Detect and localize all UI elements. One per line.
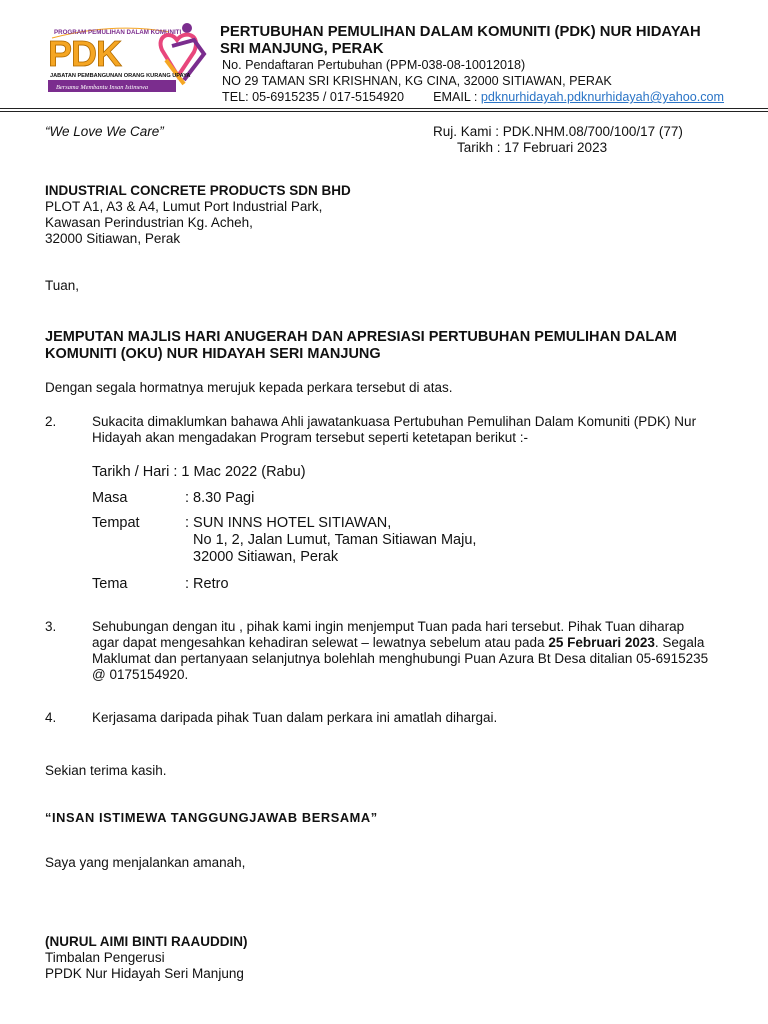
logo-letters: PDK xyxy=(48,33,122,74)
subject-line: KOMUNITI (OKU) NUR HIDAYAH SERI MANJUNG xyxy=(45,346,381,362)
letter-date: Tarikh : 17 Februari 2023 xyxy=(457,140,608,155)
paragraph-text: . Segala xyxy=(654,635,705,650)
paragraph-2 xyxy=(92,414,737,446)
tema-label: Tema xyxy=(92,576,128,592)
org-contact xyxy=(222,89,724,105)
logo-dept: JABATAN PEMBANGUNAN ORANG KURANG UPAYA xyxy=(50,73,191,79)
intro-paragraph: Dengan segala hormatnya merujuk kepada perkara tersebut di atas. xyxy=(45,380,453,395)
logo-tagline: Bersama Membantu Insan Istimewa xyxy=(56,84,149,91)
signer-position: Timbalan Pengerusi xyxy=(45,950,165,965)
sign-off: Saya yang menjalankan amanah, xyxy=(45,855,246,870)
paragraph-text: agar dapat mengesahkan kehadiran selewat – lewatnya sebelum atau pada xyxy=(92,635,549,650)
org-name-line2: SRI MANJUNG, PERAK xyxy=(220,41,384,57)
recipient-address-line: 32000 Sitiawan, Perak xyxy=(45,231,181,246)
signer-organisation: PPDK Nur Hidayah Seri Manjung xyxy=(45,966,244,981)
paragraph-3 xyxy=(92,619,737,683)
paragraph-line: Maklumat dan pertanyaan selanjutnya bolehlah menghubungi Puan Azura Bt Desa ditalian 05-6915235 xyxy=(92,651,709,666)
reference-number: Ruj. Kami : PDK.NHM.08/700/100/17 (77) xyxy=(433,124,683,139)
paragraph-line: Sehubungan dengan itu , pihak kami ingin menjemput Tuan pada hari tersebut. Pihak Tuan diharap xyxy=(92,619,685,634)
header-divider xyxy=(0,108,768,109)
org-address: NO 29 TAMAN SRI KRISHNAN, KG CINA, 32000 SITIAWAN, PERAK xyxy=(222,74,612,88)
paragraph-line xyxy=(92,635,737,651)
recipient-block xyxy=(45,183,351,247)
pdk-logo-graphic xyxy=(44,20,214,96)
event-date: Tarikh / Hari : 1 Mac 2022 (Rabu) xyxy=(92,464,306,480)
pdk-logo xyxy=(44,20,214,96)
org-tel: TEL: 05-6915235 / 017-5154920 xyxy=(222,90,405,104)
recipient-company: INDUSTRIAL CONCRETE PRODUCTS SDN BHD xyxy=(45,183,351,198)
logo-arc-text: PROGRAM PEMULIHAN DALAM KOMUNITI xyxy=(54,29,182,36)
venue-line: No 1, 2, Jalan Lumut, Taman Sitiawan Maju, xyxy=(193,532,477,548)
tempat-label: Tempat xyxy=(92,515,140,531)
paragraph-number: 3. xyxy=(45,619,57,634)
paragraph-line: @ 0175154920. xyxy=(92,667,189,682)
letter-subject xyxy=(45,329,677,363)
org-contact-block xyxy=(222,57,724,105)
paragraph-line: Hidayah akan mengadakan Program tersebut seperti ketetapan berikut :- xyxy=(92,430,529,445)
paragraph-number: 2. xyxy=(45,414,57,429)
paragraph-line: Sukacita dimaklumkan bahawa Ahli jawatankuasa Pertubuhan Pemulihan Dalam Komuniti (PDK) Nur xyxy=(92,414,697,429)
venue-line: : SUN INNS HOTEL SITIAWAN, xyxy=(185,515,392,531)
org-name-line1: PERTUBUHAN PEMULIHAN DALAM KOMUNITI (PDK) NUR HIDAYAH xyxy=(220,24,701,40)
closing-line: Sekian terima kasih. xyxy=(45,763,167,778)
tema-value: : Retro xyxy=(185,576,229,592)
header-divider xyxy=(0,111,768,112)
org-registration: No. Pendaftaran Pertubuhan (PPM-038-08-10012018) xyxy=(222,58,526,72)
venue-line: 32000 Sitiawan, Perak xyxy=(193,549,339,565)
paragraph-number: 4. xyxy=(45,710,57,725)
slogan: “INSAN ISTIMEWA TANGGUNGJAWAB BERSAMA” xyxy=(45,810,378,825)
org-email-label: EMAIL : xyxy=(433,90,478,104)
org-name xyxy=(220,24,701,58)
tempat-value xyxy=(185,515,476,566)
greeting: Tuan, xyxy=(45,278,80,293)
masa-value: : 8.30 Pagi xyxy=(185,490,255,506)
signer-name: (NURUL AIMI BINTI RAAUDDIN) xyxy=(45,934,248,949)
masa-label: Masa xyxy=(92,490,128,506)
motto: “We Love We Care” xyxy=(45,124,164,139)
org-email-link[interactable]: pdknurhidayah.pdknurhidayah@yahoo.com xyxy=(480,90,725,104)
recipient-address-line: PLOT A1, A3 & A4, Lumut Port Industrial Park, xyxy=(45,199,323,214)
rsvp-deadline: 25 Februari 2023 xyxy=(548,635,655,650)
subject-line: JEMPUTAN MAJLIS HARI ANUGERAH DAN APRESIASI PERTUBUHAN PEMULIHAN DALAM xyxy=(45,329,677,345)
paragraph-4: Kerjasama daripada pihak Tuan dalam perkara ini amatlah dihargai. xyxy=(92,710,498,725)
recipient-address-line: Kawasan Perindustrian Kg. Acheh, xyxy=(45,215,253,230)
